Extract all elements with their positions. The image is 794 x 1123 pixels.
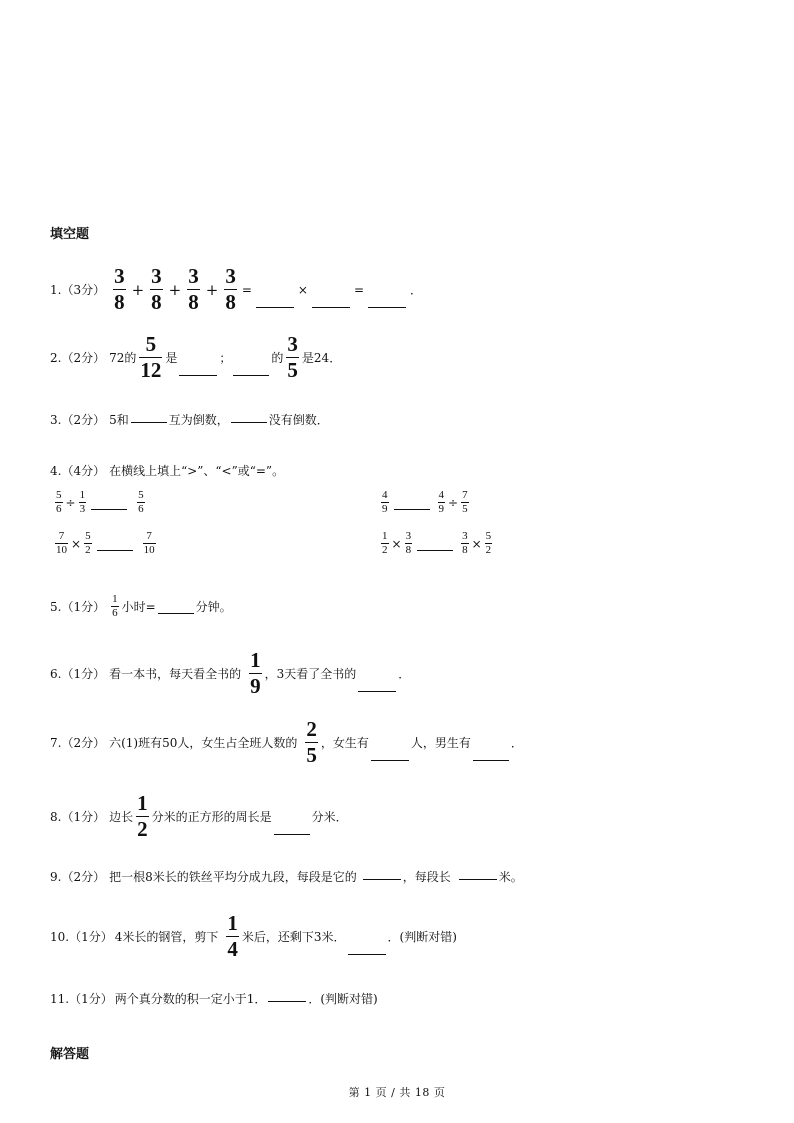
question-text: 分钟。 (195, 600, 232, 614)
question-text: 两个真分数的积一定小于1． (114, 992, 267, 1006)
question-text: 是24． (301, 351, 342, 365)
question-text: ． (398, 667, 411, 681)
question-text: 人，男生有 (410, 736, 471, 750)
answer-blank[interactable] (459, 878, 497, 880)
question-8 (50, 793, 348, 840)
question-7 (50, 719, 523, 766)
fraction: $\frac{7}{5}$ (462, 489, 468, 515)
fraction: $\frac{3}{8}$ (188, 264, 199, 314)
plus-sign: + (131, 280, 145, 299)
question-text: ，每段长 (402, 870, 451, 884)
answer-blank[interactable] (91, 508, 127, 510)
answer-blank[interactable] (158, 612, 194, 614)
period: ． (410, 283, 423, 297)
fraction: $\frac{1}{6}$ (112, 593, 118, 619)
fraction: $\frac{5}{6}$ (138, 489, 144, 515)
fraction: $\frac{3}{5}$ (287, 332, 298, 382)
answer-blank[interactable] (231, 421, 267, 423)
question-10 (50, 913, 457, 960)
question-9 (50, 868, 523, 885)
question-text: 没有倒数． (268, 413, 329, 427)
question-label: 3.（2分） (50, 413, 106, 427)
question-text: 小时= (121, 600, 156, 614)
question-2 (50, 334, 341, 381)
answer-blank[interactable] (348, 953, 386, 955)
answer-blank[interactable] (179, 374, 217, 376)
fraction: $\frac{5}{12}$ (140, 332, 162, 382)
section-title: 填空题 (50, 227, 90, 242)
page-footer: 第 1 页 / 共 18 页 (348, 1086, 446, 1099)
fraction: $\frac{1}{2}$ (382, 530, 388, 556)
fraction: $\frac{7}{10}$ (143, 530, 155, 556)
question-label: 9.（2分） (50, 870, 106, 884)
compare-item-4 (378, 531, 495, 556)
compare-item-1 (52, 490, 148, 515)
question-text: 是 (165, 351, 178, 365)
question-label: 4.（4分） (50, 464, 106, 478)
answer-blank[interactable] (394, 508, 430, 510)
fraction: $\frac{3}{8}$ (462, 530, 468, 556)
fraction: $\frac{4}{9}$ (382, 489, 388, 515)
question-label: 6.（1分） (50, 667, 106, 681)
question-text: ．(判断对错) (308, 992, 378, 1006)
divide-sign: ÷ (448, 495, 459, 510)
plus-sign: + (168, 280, 182, 299)
answer-blank[interactable] (312, 306, 350, 308)
fraction: $\frac{5}{2}$ (85, 530, 91, 556)
compare-item-3 (52, 531, 159, 556)
fraction: $\frac{1}{3}$ (79, 489, 86, 515)
next-section-title: 解答题 (50, 1047, 90, 1062)
question-text: 的 (271, 351, 284, 365)
times-sign: × (71, 536, 82, 551)
answer-blank[interactable] (233, 374, 269, 376)
question-label: 7.（2分） (50, 736, 106, 750)
question-text: 4米长的钢管，剪下 (114, 930, 219, 944)
times-sign: × (391, 536, 402, 551)
answer-blank[interactable] (417, 549, 453, 551)
fraction: $\frac{5}{2}$ (485, 530, 492, 556)
question-text: 米后，还剩下3米． (241, 930, 346, 944)
question-5 (50, 594, 232, 619)
fraction: $\frac{5}{6}$ (56, 489, 62, 515)
fraction: $\frac{3}{8}$ (225, 264, 236, 314)
question-label: 5.（1分） (50, 600, 106, 614)
fraction: $\frac{7}{10}$ (56, 530, 67, 556)
equals-sign: = (241, 282, 252, 297)
question-text: 5和 (109, 413, 129, 427)
times-sign: × (297, 282, 308, 297)
question-11 (50, 990, 378, 1007)
fraction: $\frac{4}{9}$ (438, 489, 444, 515)
question-text: 72的 (109, 351, 137, 365)
answer-blank[interactable] (358, 690, 396, 692)
answer-blank[interactable] (131, 421, 167, 423)
question-text: ，女生有 (320, 736, 369, 750)
fraction: $\frac{1}{2}$ (137, 791, 148, 841)
question-label: 8.（1分） (50, 810, 106, 824)
answer-blank[interactable] (371, 759, 409, 761)
question-text: 互为倒数， (168, 413, 229, 427)
answer-blank[interactable] (363, 878, 401, 880)
question-text: 六(1)班有50人，女生占全班人数的 (109, 736, 298, 750)
question-3 (50, 411, 329, 428)
fraction: $\frac{1}{4}$ (227, 911, 238, 961)
question-text: ； (219, 351, 232, 365)
question-text: 边长 (109, 810, 134, 824)
equals-sign: = (353, 282, 365, 297)
question-6 (50, 650, 410, 697)
question-text: 把一根8米长的铁丝平均分成九段，每段是它的 (109, 870, 357, 884)
question-text: ． (510, 736, 523, 750)
fraction: $\frac{3}{8}$ (405, 530, 412, 556)
question-text: ，3天看了全书的 (264, 667, 357, 681)
question-text: 看一本书，每天看全书的 (109, 667, 242, 681)
question-text: 分米． (311, 810, 348, 824)
compare-item-2 (378, 490, 472, 515)
answer-blank[interactable] (473, 759, 509, 761)
question-text: 分米的正方形的周长是 (151, 810, 272, 824)
question-1 (50, 266, 424, 313)
fraction: $\frac{3}{8}$ (114, 264, 125, 314)
question-label: 1.（3分） (50, 283, 106, 297)
answer-blank[interactable] (268, 1000, 306, 1002)
answer-blank[interactable] (274, 833, 310, 835)
question-label: 11.（1分） (50, 992, 113, 1006)
plus-sign: + (205, 280, 219, 299)
fraction: $\frac{2}{5}$ (306, 717, 317, 767)
question-label: 10.（1分） (50, 930, 113, 944)
question-text: 米。 (498, 870, 523, 884)
question-4 (50, 462, 284, 479)
fraction: $\frac{1}{9}$ (250, 648, 261, 698)
divide-sign: ÷ (65, 495, 76, 510)
question-text: ．(判断对错) (387, 930, 457, 944)
answer-blank[interactable] (256, 306, 294, 308)
question-label: 2.（2分） (50, 351, 106, 365)
answer-blank[interactable] (368, 306, 406, 308)
times-sign: × (471, 536, 482, 551)
answer-blank[interactable] (97, 549, 133, 551)
fraction: $\frac{3}{8}$ (151, 264, 162, 314)
question-text: 在横线上填上“>”、“<”或“=”。 (109, 464, 285, 478)
